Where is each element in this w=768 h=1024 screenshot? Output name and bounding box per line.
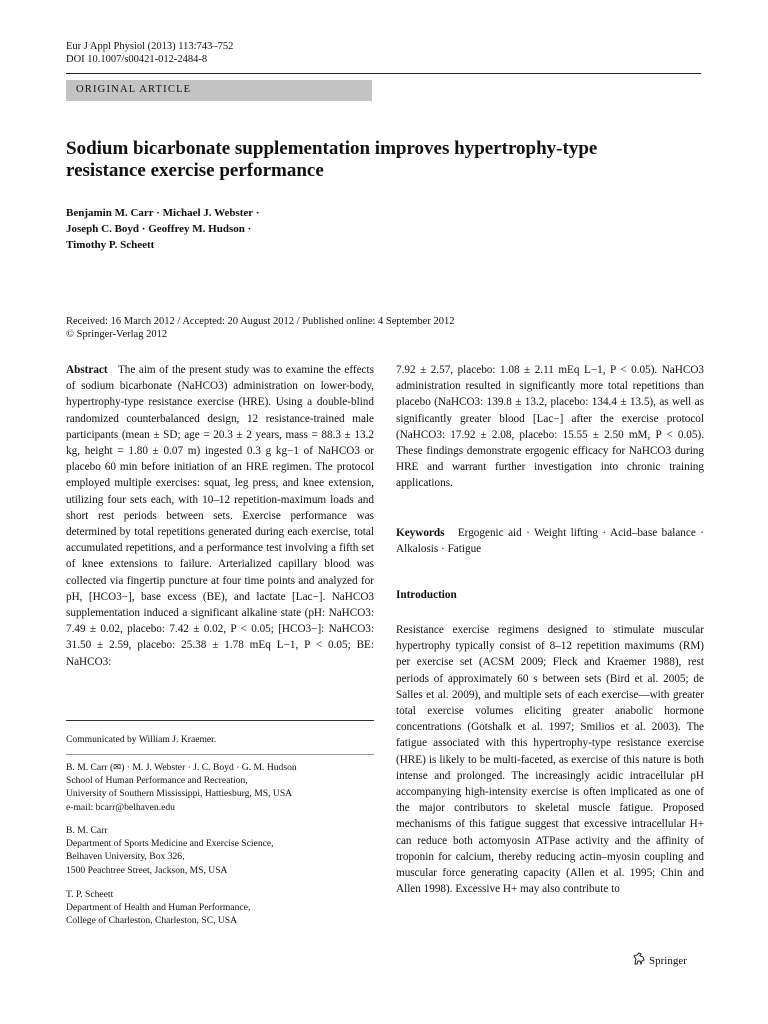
aff1-names: B. M. Carr (✉) · M. J. Webster · J. C. Boyd · G. M. Hudson: [66, 762, 297, 773]
aff1-line2: University of Southern Mississippi, Hattiesburg, MS, USA: [66, 788, 293, 800]
paper-title: [66, 138, 706, 182]
copyright-line: © Springer-Verlag 2012: [66, 329, 168, 340]
title-line-2: resistance exercise performance: [66, 160, 324, 181]
publisher-logo: [632, 952, 687, 967]
aff3-line2: College of Charleston, Charleston, SC, USA: [66, 915, 238, 927]
article-type-label: ORIGINAL ARTICLE: [76, 84, 192, 95]
authors-line-3: Timothy P. Scheett: [66, 239, 155, 251]
authors-line-1: Benjamin M. Carr · Michael J. Webster ·: [66, 207, 260, 219]
affiliation-1: [66, 761, 374, 814]
introduction-heading: Introduction: [396, 589, 457, 601]
springer-horse-icon: [632, 955, 649, 967]
keywords-heading: Keywords: [396, 527, 445, 539]
affiliation-3: [66, 888, 374, 928]
introduction-text: Resistance exercise regimens designed to stimulate muscular hypertrophy typically consist of 8–12 repetition maximums (RM) per exercise set (ACSM 2009; Fleck and Kraemer 1988), rest periods of approximately 60 s between sets (Bird et al. 2005; de Salles et al. 2009), and multiple sets of each exercise—with greater total exercise volumes eliciting greater anabolic hormone concentrations (Gotshalk et al. 1997; Smilios et al. 2003). The fatigue associated with this hypertrophy-type resistance exercise (HRE) is likely to be multi-faceted, as exercise of this nature is both intense and prolonged. The increasingly acidic intracellular pH accompanying high-intensity exercise is often implicated as one of the major contributors to skeletal muscle fatigue. Proposed mechanisms of this fatigue suggest that excessive intracellular H+ can reduce both actomyosin ATPase activity and the affinity of troponin for calcium, thereby reducing actin–myosin coupling and muscular force generating capacity (Allen et al. 1995; Chin and Allen 1998). Excessive H+ may also contribute to: [396, 624, 704, 896]
footnote-rule: [66, 720, 374, 721]
abstract-text-left: The aim of the present study was to examine the effects of sodium bicarbonate (NaHCO3) administration on lower-body, hypertrophy-type resistance exercise (HRE). Using a double-blind randomized counterbalanced design, 12 resistance-trained male participants (mean ± SD; age = 20.3 ± 2 years, mass = 88.3 ± 13.2 kg, height = 1.80 ± 0.07 m) ingested 0.3 g kg−1 of NaHCO3 or placebo 60 min before initiation of an HRE regimen. The protocol employed multiple exercises: squat, leg press, and knee extension, utilizing four sets each, with 10–12 repetition-maximum loads and short rest periods between sets. Exercise performance was determined by total repetitions generated during each exercise, total accumulated repetitions, and a performance test involving a fifth set of knee extensions to failure. Arterialized capillary blood was collected via fingertip puncture at four time points and analyzed for pH, [HCO3−], base excess (BE), and lactate [Lac−]. NaHCO3 supplementation induced a significant alkaline state (pH: NaHCO3: 7.49 ± 0.02, placebo: 7.42 ± 0.02, P < 0.05; [HCO3−]: NaHCO3: 31.50 ± 2.59, placebo: 25.38 ± 1.78 mEq L−1, P < 0.05; BE: NaHCO3:: [66, 364, 374, 668]
publisher-name: Springer: [649, 955, 687, 967]
keywords-block: [396, 525, 704, 557]
journal-line: Eur J Appl Physiol (2013) 113:743–752: [66, 41, 234, 52]
aff3-line1: Department of Health and Human Performance,: [66, 902, 251, 914]
aff2-line2: Belhaven University, Box 326,: [66, 851, 185, 863]
publication-dates: [66, 315, 706, 341]
affiliation-2: [66, 824, 374, 877]
abstract-right-column: [396, 362, 704, 492]
abstract-heading: Abstract: [66, 364, 108, 376]
authors-line-2: Joseph C. Boyd · Geoffrey M. Hudson ·: [66, 223, 252, 235]
aff1-line1: School of Human Performance and Recreation,: [66, 775, 248, 787]
aff2-names: B. M. Carr: [66, 825, 108, 836]
communicated-note: Communicated by William J. Kraemer.: [66, 734, 217, 745]
article-type-badge: [66, 80, 372, 101]
keywords-text: Ergogenic aid · Weight lifting · Acid–base balance · Alkalosis · Fatigue: [396, 527, 704, 556]
author-list: [66, 205, 466, 253]
dates-line: Received: 16 March 2012 / Accepted: 20 August 2012 / Published online: 4 September 2012: [66, 316, 455, 327]
abstract-text-right: 7.92 ± 2.57, placebo: 1.08 ± 2.11 mEq L−1, P < 0.05). NaHCO3 administration resulted in significantly more total repetitions than placebo (NaHCO3: 139.8 ± 13.2, placebo: 134.4 ± 13.5), as well as significantly greater blood [Lac−] after the exercise protocol (NaHCO3: 17.92 ± 2.08, placebo: 15.55 ± 2.50 mM, P < 0.05). These findings demonstrate ergogenic efficacy for NaHCO3 during HRE and warrant further investigation into chronic training applications.: [396, 364, 704, 490]
abstract-left-column: [66, 362, 374, 670]
journal-citation: [66, 40, 466, 66]
aff2-line3: 1500 Peachtree Street, Jackson, MS, USA: [66, 864, 228, 876]
doi-line[interactable]: DOI 10.1007/s00421-012-2484-8: [66, 54, 208, 65]
aff1-email[interactable]: e-mail: bcarr@belhaven.edu: [66, 801, 175, 813]
title-line-1: Sodium bicarbonate supplementation improves hypertrophy-type: [66, 138, 598, 159]
footnote-divider: [66, 754, 374, 755]
aff3-names: T. P. Scheett: [66, 889, 114, 900]
aff2-line1: Department of Sports Medicine and Exercise Science,: [66, 838, 274, 850]
header-rule: [66, 73, 701, 74]
